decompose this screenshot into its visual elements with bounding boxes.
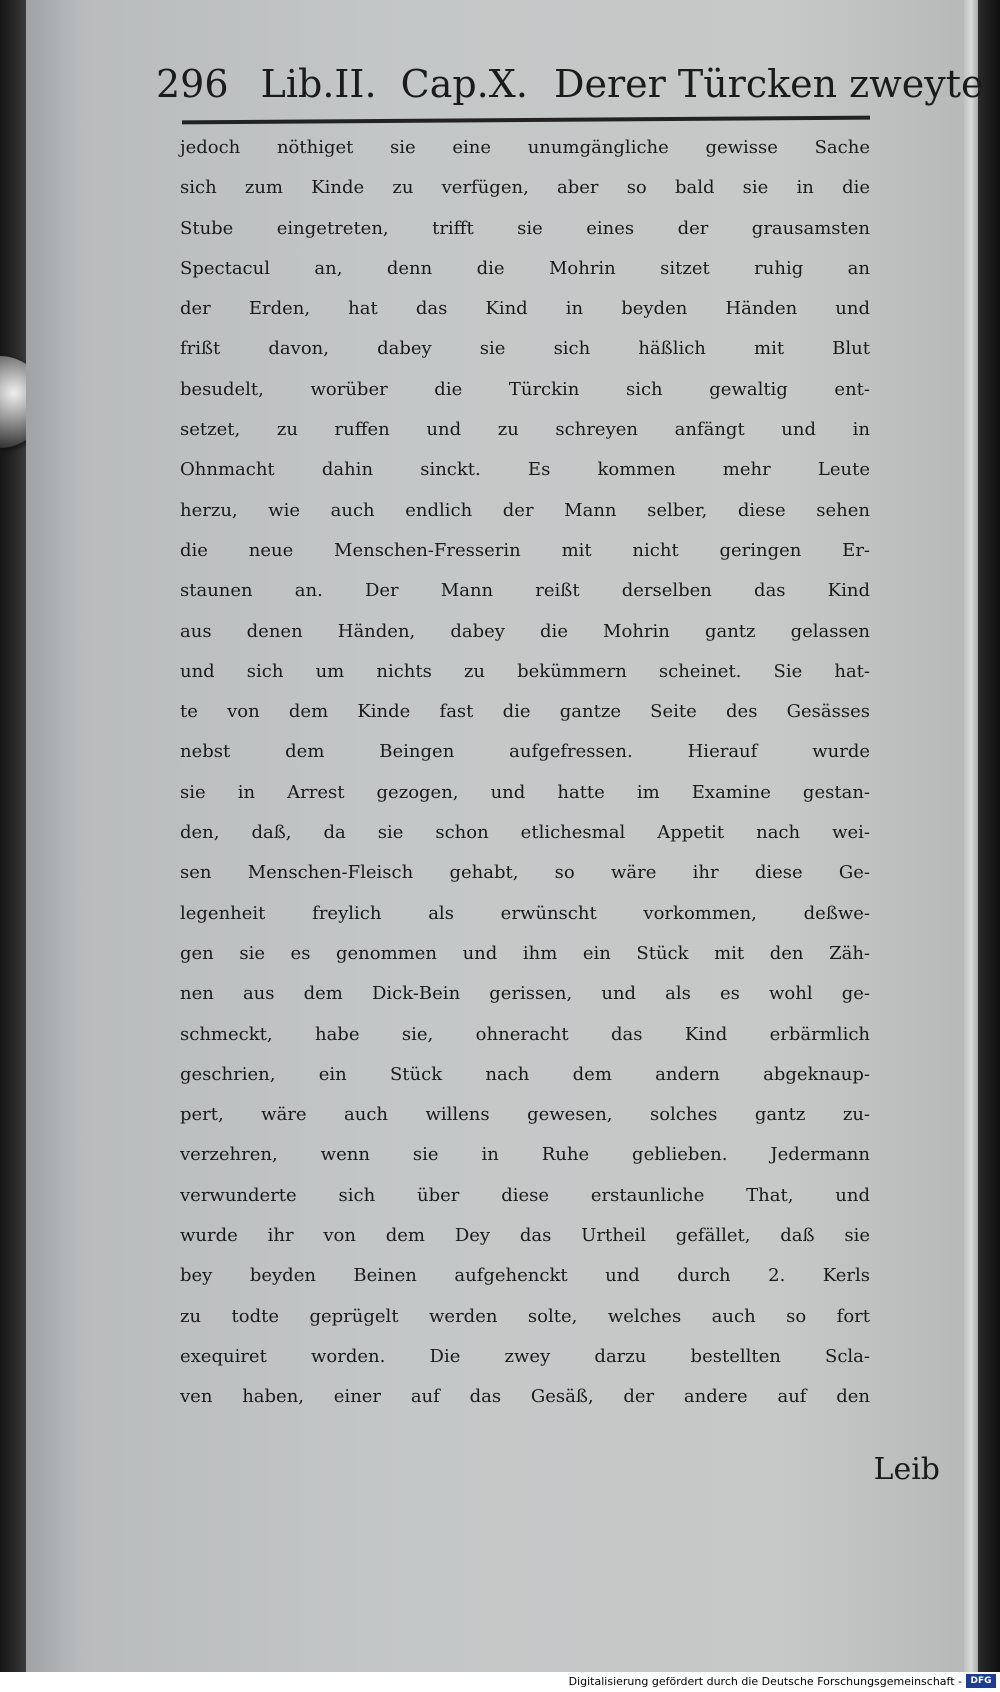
text-line: den, daß, da sie schon etlichesmal Appetit nach wei- (180, 822, 870, 844)
catchword: Leib (873, 1452, 940, 1487)
text-line: bey beyden Beinen aufgehenckt und durch 2. Kerls (180, 1265, 870, 1287)
body-text (180, 128, 940, 1418)
text-line: pert, wäre auch willens gewesen, solches gantz zu- (180, 1104, 870, 1126)
text-line: Spectacul an, denn die Mohrin sitzet ruhig an (180, 257, 870, 279)
text-line: zu todte geprügelt werden solte, welches auch so fort (180, 1305, 870, 1327)
text-line: herzu, wie auch endlich der Mann selber, diese sehen (180, 499, 870, 521)
text-line: verwunderte sich über diese erstaunliche That, und (180, 1184, 870, 1206)
text-line: te von dem Kinde fast die gantze Seite des Gesässes (180, 701, 870, 723)
text-line: die neue Menschen-Fresserin mit nicht geringen Er- (180, 539, 870, 561)
text-line: schmeckt, habe sie, ohneracht das Kind erbärmlich (180, 1023, 870, 1045)
text-line: Stube eingetreten, trifft sie eines der grausamsten (180, 217, 870, 239)
chapter-label: Cap.X. (400, 62, 528, 106)
text-line: legenheit freylich als erwünscht vorkommen, deßwe- (180, 902, 870, 924)
page-number: 296 (156, 62, 229, 106)
text-line: exequiret worden. Die zwey darzu bestellten Scla- (180, 1345, 870, 1367)
scanner-background-right (978, 0, 1000, 1672)
text-line: besudelt, worüber die Türckin sich gewaltig ent- (180, 378, 870, 400)
text-line: wurde ihr von dem Dey das Urtheil gefället, daß sie (180, 1225, 870, 1247)
text-line: der Erden, hat das Kind in beyden Händen und (180, 298, 870, 320)
funding-credit: Digitalisierung gefördert durch die Deutsche Forschungsgemeinschaft - (568, 1675, 962, 1688)
text-line: aus denen Händen, dabey die Mohrin gantz gelassen (180, 620, 870, 642)
text-line: sie in Arrest gezogen, und hatte im Examine gestan- (180, 781, 870, 803)
text-line: Ohnmacht dahin sinckt. Es kommen mehr Leute (180, 459, 870, 481)
text-line: ven haben, einer auf das Gesäß, der andere auf den (180, 1386, 870, 1408)
text-line: staunen an. Der Mann reißt derselben das Kind (180, 580, 870, 602)
book-label: Lib.II. (260, 62, 377, 106)
text-line: nebst dem Beingen aufgefressen. Hierauf wurde (180, 741, 870, 763)
text-line: jedoch nöthiget sie eine unumgängliche gewisse Sache (180, 137, 870, 158)
text-line: verzehren, wenn sie in Ruhe geblieben. Jedermann (180, 1144, 870, 1166)
text-line: geschrien, ein Stück nach dem andern abgeknaup- (180, 1063, 870, 1085)
text-line: nen aus dem Dick-Bein gerissen, und als es wohl ge- (180, 983, 870, 1005)
text-line: und sich um nichts zu bekümmern scheinet. Sie hat- (180, 660, 870, 682)
text-line: sen Menschen-Fleisch gehabt, so wäre ihr diese Ge- (180, 862, 870, 884)
scanner-background-left (0, 0, 26, 1672)
dfg-logo: DFG (966, 1674, 996, 1688)
text-line: gen sie es genommen und ihm ein Stück mit den Zäh- (180, 942, 870, 964)
text-line: setzet, zu ruffen und zu schreyen anfängt und in (180, 419, 870, 441)
running-title: Derer Türcken zweyte (554, 62, 984, 106)
running-head (156, 62, 984, 122)
page-fore-edge (964, 0, 978, 1672)
text-line: frißt davon, dabey sie sich häßlich mit Blut (180, 338, 870, 360)
text-line: sich zum Kinde zu verfügen, aber so bald sie in die (180, 177, 870, 199)
